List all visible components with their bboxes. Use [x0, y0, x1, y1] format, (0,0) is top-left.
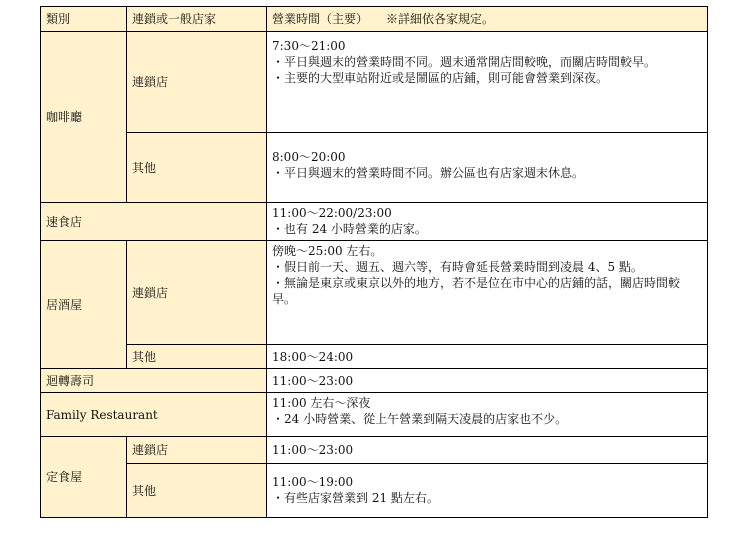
category-cell: Family Restaurant [41, 393, 267, 437]
business-hours-table [40, 6, 708, 518]
hours-line: 8:00～20:00 [272, 150, 346, 164]
table-row [41, 369, 708, 393]
table-row [41, 241, 708, 345]
hours-cell [267, 345, 708, 369]
hours-cell [267, 203, 708, 241]
type-cell: 連鎖店 [127, 32, 267, 133]
category-cell: 咖啡廳 [41, 32, 127, 203]
hours-line: ・也有 24 小時營業的店家。 [272, 222, 427, 236]
table-row [41, 464, 708, 518]
type-cell: 其他 [127, 133, 267, 203]
header-row [41, 7, 708, 32]
hours-cell [267, 464, 708, 518]
table-row [41, 32, 708, 133]
hours-line: ・有些店家營業到 21 點左右。 [272, 491, 439, 505]
hours-line: 11:00～23:00 [272, 373, 354, 388]
hours-cell [267, 393, 708, 437]
hours-cell [267, 241, 708, 345]
hours-cell [267, 133, 708, 203]
type-cell: 連鎖店 [127, 437, 267, 464]
header-type: 連鎖或一般店家 [127, 7, 267, 32]
hours-line: ・24 小時營業、從上午營業到隔天凌晨的店家也不少。 [272, 412, 568, 426]
header-hours: 營業時間（主要） ※詳細依各家規定。 [267, 7, 708, 32]
hours-cell [267, 32, 708, 133]
hours-line: ・無論是東京或東京以外的地方，若不是位在市中心的店鋪的話，關店時間較早。 [272, 276, 681, 306]
type-cell: 連鎖店 [127, 241, 267, 345]
hours-cell [267, 437, 708, 464]
hours-line: 7:30～21:00 [272, 39, 346, 53]
category-cell: 居酒屋 [41, 241, 127, 369]
category-cell: 迴轉壽司 [41, 369, 267, 393]
hours-cell [267, 369, 708, 393]
hours-line: 18:00～24:00 [272, 349, 354, 364]
table-row [41, 393, 708, 437]
table-row [41, 133, 708, 203]
category-cell: 定食屋 [41, 437, 127, 518]
hours-line: 傍晚～25:00 左右。 [272, 244, 383, 258]
hours-line: ・平日與週末的營業時間不同。週末通常開店間較晚，而關店時間較早。 [272, 55, 657, 69]
hours-line: 11:00～23:00 [272, 443, 354, 457]
header-category: 類別 [41, 7, 127, 32]
category-cell: 速食店 [41, 203, 267, 241]
hours-line: 11:00～22:00/23:00 [272, 206, 392, 220]
type-cell: 其他 [127, 345, 267, 369]
hours-line: ・平日與週末的營業時間不同。辦公區也有店家週末休息。 [272, 166, 585, 180]
table-row [41, 345, 708, 369]
table-row [41, 437, 708, 464]
hours-line: ・主要的大型車站附近或是鬧區的店鋪，則可能會營業到深夜。 [272, 71, 609, 85]
hours-line: ・假日前一天、週五、週六等，有時會延長營業時間到凌晨 4、5 點。 [272, 260, 643, 274]
type-cell: 其他 [127, 464, 267, 518]
table-row [41, 203, 708, 241]
hours-line: 11:00 左右～深夜 [272, 396, 371, 410]
hours-line: 11:00～19:00 [272, 475, 354, 489]
